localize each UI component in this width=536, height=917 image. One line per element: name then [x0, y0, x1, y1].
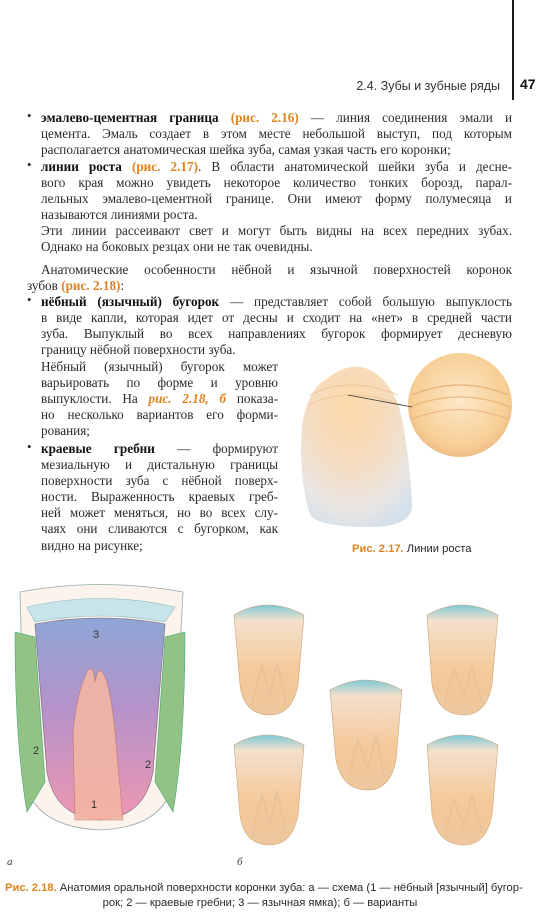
scheme-label-3: 3 — [93, 629, 100, 641]
bullet-growth-lines: линии роста (рис. 2.17). В области анатомической шейки зуба и десне- вого края можно увидеть некоторое количество тонких борозд, парал- лельных эмалево-цементной границе. Они имеют форму полумесяца и называются линиями роста. Эти линии рассеивают свет и могут быть видны на всех передних зубах. Однако на боковых резцах они не так очевидны. — [41, 159, 512, 255]
tooth-variant-5 — [427, 735, 498, 845]
bullet-marginal-ridges: краевые гребни — формируют мезиальную и дистальную границы поверхности зуба с нёбной поверх- ности. Выраженность краевых греб- ней может меняться, но во всех слу- чаях они сливаются с бугорком, как видно на рисунке; — [41, 441, 278, 553]
scheme-label-2-left: 2 — [33, 745, 40, 757]
tooth-variant-4 — [234, 735, 304, 845]
figure-2-18a-scheme — [5, 582, 195, 852]
margin-rule — [512, 0, 514, 100]
term-palatal-tubercle: нёбный (язычный) бугорок — [41, 294, 220, 309]
paragraph-anatomy: Анатомические особенности нёбной и язычной поверхностей коронок зубов (рис. 2.18): — [27, 262, 512, 294]
tooth-variant-1 — [234, 605, 304, 715]
figure-2-18b-variants — [222, 595, 512, 850]
panel-label-a: а — [7, 856, 13, 868]
scheme-label-1: 1 — [91, 799, 98, 811]
bullet-palatal-cont: Нёбный (язычный) бугорок может варьировать по форме и уровню выпуклости. На рис. 2.18, б показа- но несколько вариантов его форми- рования; — [41, 359, 278, 439]
ref-fig-2-16[interactable]: (рис. 2.16) — [230, 110, 299, 125]
bullet-enamel-cement: эмалево-цементная граница (рис. 2.16) — линия соединения эмали и цемента. Эмаль создает в этом месте небольшой выступ, под которым располагается анатомическая шейка зуба, самая узкая часть его коронки; — [41, 110, 513, 158]
tooth-variant-3 — [330, 680, 402, 790]
bullet-marker: • — [27, 292, 32, 307]
term-enamel-cement: эмалево-цементная граница — [41, 110, 219, 125]
tooth-crown-illustration — [301, 367, 412, 527]
bullet-marker: • — [27, 157, 32, 172]
caption-fig-2-18: Рис. 2.18. Анатомия оральной поверхности коронки зуба: а — схема (1 — нёбный [язычный] бугор- рок; 2 — краевые гребни; 3 — язычная ямка); б — варианты — [5, 882, 523, 909]
term-growth-lines: линии роста — [41, 159, 122, 174]
caption-fig-2-17: Рис. 2.17. Линии роста — [352, 543, 472, 555]
running-head: 2.4. Зубы и зубные ряды — [356, 79, 500, 93]
ref-fig-2-18b[interactable]: рис. 2.18, б — [148, 391, 227, 407]
ref-fig-2-18[interactable]: (рис. 2.18) — [61, 278, 121, 294]
panel-label-b: б — [237, 856, 243, 868]
page-number: 47 — [520, 76, 536, 92]
ref-fig-2-17[interactable]: (рис. 2.17) — [131, 159, 198, 174]
growth-lines-zoom-inset — [408, 353, 512, 457]
bullet-palatal-tubercle: нёбный (язычный) бугорок — представляет собой большую выпуклость в виде капли, которая идет от десны и сходит на «нет» в средней части зуба. Выпуклый во всех направлениях бугорок формирует десневую границу нёбной поверхности зуба. — [41, 294, 512, 358]
term-marginal-ridges: краевые гребни — [41, 441, 155, 456]
bullet-marker: • — [27, 108, 32, 123]
figure-2-17-growth-lines — [290, 355, 512, 540]
bullet-marker: • — [27, 439, 32, 454]
scheme-label-2-right: 2 — [145, 759, 152, 771]
tooth-variant-2 — [427, 605, 498, 715]
